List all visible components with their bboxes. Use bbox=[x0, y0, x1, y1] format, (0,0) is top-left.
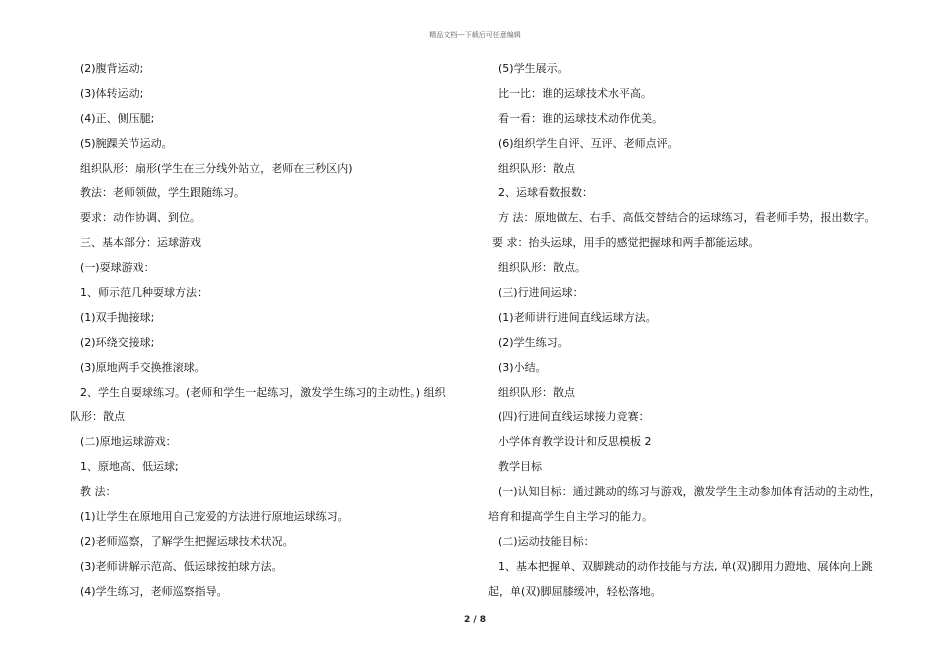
text-line: (3)小结。 bbox=[498, 360, 547, 374]
text-line: (3)体转运动; bbox=[80, 86, 144, 100]
text-line: (二)运动技能目标： bbox=[498, 534, 595, 548]
left-column bbox=[70, 62, 480, 610]
right-column bbox=[488, 62, 893, 610]
text-line: 组织队形：散点。 bbox=[498, 261, 586, 275]
text-line: (四)行进间直线运球接力竞赛： bbox=[498, 410, 650, 424]
text-line: (一)认知目标：通过跳动的练习与游戏，激发学生主动参加体育活动的主动性， bbox=[498, 485, 881, 499]
text-line: 1、原地高、低运球; bbox=[80, 460, 179, 474]
page-number: 2 / 8 bbox=[463, 615, 487, 625]
text-line: (3)原地两手交换推滚球。 bbox=[80, 360, 206, 374]
text-line: (5)腕踝关节运动。 bbox=[80, 136, 173, 150]
text-line: (6)组织学生自评、互评、老师点评。 bbox=[498, 136, 679, 150]
text-line: (2)老师巡察，了解学生把握运球技术状况。 bbox=[80, 534, 294, 548]
text-line: 看一看：谁的运球技术动作优美。 bbox=[498, 111, 663, 125]
text-line: (4)学生练习，老师巡察指导。 bbox=[80, 584, 228, 598]
text-line: (1)老师讲行进间直线运球方法。 bbox=[498, 310, 657, 324]
text-line: 要 求：抬头运球，用手的感觉把握球和两手都能运球。 bbox=[492, 236, 760, 250]
text-line: (2)学生练习。 bbox=[498, 335, 569, 349]
text-line: 1、基本把握单、双脚跳动的动作技能与方法, 单(双)脚用力蹬地、展体向上跳 bbox=[498, 559, 873, 573]
text-line: 组织队形：散点 bbox=[498, 161, 575, 175]
text-line: (1)双手抛接球; bbox=[80, 310, 155, 324]
text-line: 起，单(双)脚屈膝缓冲，轻松落地。 bbox=[488, 584, 662, 598]
text-line: 组织队形：扇形(学生在三分线外站立，老师在三秒区内) bbox=[80, 161, 353, 175]
text-line: (二)原地运球游戏： bbox=[80, 435, 177, 449]
text-line: 组织队形：散点 bbox=[498, 385, 575, 399]
text-line: 2、学生自耍球练习。(老师和学生一起练习，激发学生练习的主动性。) 组织 bbox=[80, 385, 446, 399]
text-line: (2)环绕交接球; bbox=[80, 335, 155, 349]
text-line: (4)正、侧压腿; bbox=[80, 111, 155, 125]
text-line: 三、基本部分：运球游戏 bbox=[80, 236, 201, 250]
text-line: (5)学生展示。 bbox=[498, 62, 569, 75]
text-line: 队形：散点 bbox=[70, 410, 125, 424]
text-line: (一)耍球游戏： bbox=[80, 261, 155, 275]
text-line: (三)行进间运球： bbox=[498, 286, 584, 300]
text-line: 2、运球看数报数： bbox=[498, 186, 593, 200]
page-header: 精品文档---下载后可任意编辑 bbox=[429, 31, 521, 39]
text-line: 方 法：原地做左、右手、高低交替结合的运球练习，看老师手势，报出数字。 bbox=[498, 211, 876, 225]
text-line: 1、师示范几种耍球方法： bbox=[80, 286, 208, 300]
text-line: 教法：老师领做，学生跟随练习。 bbox=[80, 186, 245, 200]
text-line: (2)腹背运动; bbox=[80, 62, 144, 75]
text-line: 小学体育教学设计和反思模板 2 bbox=[498, 435, 652, 449]
text-line: 比一比：谁的运球技术水平高。 bbox=[498, 86, 652, 100]
text-line: 教学目标 bbox=[498, 460, 542, 474]
text-line: 要求：动作协调、到位。 bbox=[80, 211, 201, 225]
text-line: (3)老师讲解示范高、低运球按拍球方法。 bbox=[80, 559, 283, 573]
text-line: 培育和提高学生自主学习的能力。 bbox=[488, 510, 653, 524]
text-line: (1)让学生在原地用自己宠爱的方法进行原地运球练习。 bbox=[80, 510, 349, 524]
text-line: 教 法： bbox=[80, 485, 117, 499]
